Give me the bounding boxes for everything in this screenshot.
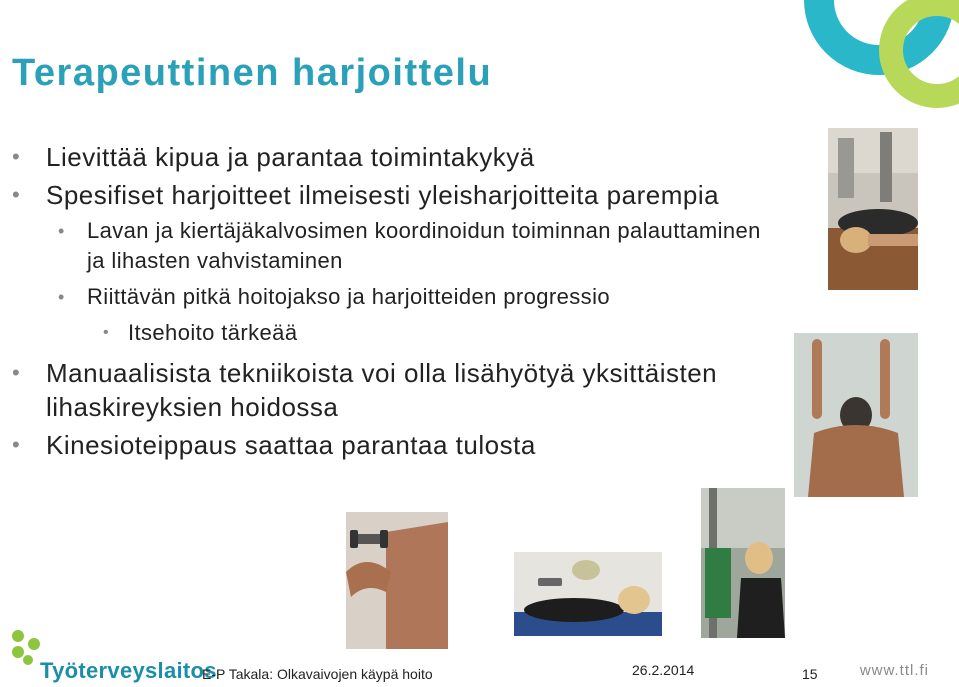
photo-prone-exercise xyxy=(828,128,918,290)
bullet-item: • Kinesioteippaus saattaa parantaa tulosta xyxy=(0,428,790,462)
page-number: 15 xyxy=(802,666,818,682)
bullet-subitem: • Lavan ja kiertäjäkalvosimen koordinoidun toiminnan palauttaminen ja lihasten vahvistaminen xyxy=(0,216,777,276)
bullet-item: • Lievittää kipua ja parantaa toimintakykyä xyxy=(0,140,790,174)
footer-author: E-P Takala: Olkavaivojen käypä hoito xyxy=(202,666,433,682)
bullet-subsubitem: • Itsehoito tärkeää xyxy=(0,318,790,348)
logo-dot xyxy=(12,630,24,642)
bullet-item: • Spesifiset harjoitteet ilmeisesti yleisharjoitteita parempia xyxy=(0,178,746,212)
logo-text: Työterveyslaitos xyxy=(40,658,217,683)
page-title: Terapeuttinen harjoittelu xyxy=(12,52,493,94)
logo-dot xyxy=(28,638,40,650)
bullet-list xyxy=(0,140,790,466)
website-link: www.ttl.fi xyxy=(859,662,929,679)
footer-date: 26.2.2014 xyxy=(632,662,695,678)
corner-decoration xyxy=(759,0,959,130)
logo-dot xyxy=(23,655,33,665)
photo-cable-machine xyxy=(701,488,785,638)
photo-dumbbell-curl xyxy=(346,512,448,649)
photo-arms-raised xyxy=(794,333,918,497)
bullet-subitem: • Riittävän pitkä hoitojakso ja harjoitteiden progressio xyxy=(0,282,790,312)
bullet-item: • Manuaalisista tekniikoista voi olla lisähyötyä yksittäisten lihaskireyksien hoidossa xyxy=(0,356,746,424)
logo-dot xyxy=(12,646,24,658)
photo-side-lying-exercise xyxy=(514,552,662,636)
